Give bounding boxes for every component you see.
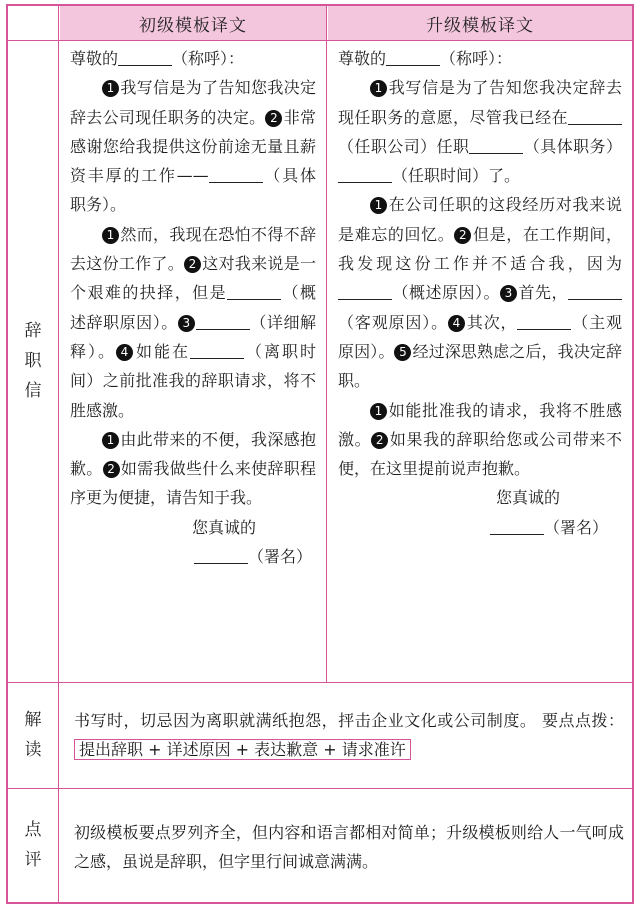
sentence: 如需我做些什么来使辞职程序更为便捷，请告知于我。	[70, 459, 316, 508]
column-divider	[326, 6, 327, 682]
number-badge: 1	[370, 80, 387, 97]
label-comment-2: 评	[24, 850, 42, 870]
comment-text	[74, 818, 624, 876]
number-badge: 1	[102, 227, 119, 244]
sentence: （任职公司）任职	[338, 136, 470, 156]
blank-line	[196, 313, 250, 330]
number-badge: 2	[454, 227, 471, 244]
sentence: 其次，	[465, 312, 518, 332]
sentence: （具体职务）	[523, 136, 622, 156]
sentence: 但是，在工作期间，我发现这份工作并不适合我，因为	[338, 224, 622, 274]
sentence: 经过深思熟虑之后，我决定辞职。	[338, 341, 622, 391]
sentence: （具体职务）。	[70, 166, 316, 215]
advanced-letter	[338, 44, 622, 542]
blank-line	[517, 313, 571, 330]
salutation-label: 尊敬的	[70, 49, 119, 68]
advanced-paragraph-3	[338, 396, 622, 484]
label-comment-1: 点	[24, 820, 42, 840]
comment-paragraph: 初级模板要点罗列齐全，但内容和语言都相对简单；升级模板则给人一气呵成之感，虽说是辞职，但字里行间诚意满满。	[74, 823, 624, 871]
sentence: （概述辞职原因）。	[70, 283, 316, 332]
advanced-paragraph-1	[338, 73, 622, 190]
key-points-box: 提出辞职 + 详述原因 + 表达歉意 + 请求准许	[74, 739, 411, 760]
sentence: 非常感谢您给我提供这份前途无量且薪资丰厚的工作——	[70, 107, 316, 186]
number-badge: 2	[103, 461, 120, 478]
advanced-salutation	[338, 44, 622, 73]
basic-paragraph-1	[70, 73, 316, 219]
sentence: 如果我的辞职给您或公司带来不便，在这里提前说声抱歉。	[338, 429, 622, 479]
blank-line	[227, 283, 281, 300]
number-badge: 3	[500, 285, 517, 302]
number-badge: 1	[102, 432, 119, 449]
sentence: （详细解释）。	[70, 312, 316, 361]
salutation-suffix: （称呼）：	[440, 49, 513, 68]
sentence: 然而，我现在恐怕不得不辞去这份工作了。	[70, 224, 316, 274]
sentence: 这对我来说是一个艰难的抉择，但是	[70, 254, 316, 303]
sentence: 首先，	[517, 283, 568, 303]
sentence: 由此带来的不便，我深感抱歉。	[70, 429, 316, 479]
number-badge: 2	[371, 432, 388, 449]
basic-salutation	[70, 44, 316, 73]
advanced-signature	[338, 513, 622, 542]
row-divider-1	[8, 682, 632, 683]
number-badge: 2	[184, 256, 201, 273]
advanced-closing: 您真诚的	[495, 488, 560, 508]
basic-paragraph-3	[70, 425, 316, 513]
basic-closing: 您真诚的	[191, 517, 256, 537]
number-badge: 3	[178, 315, 195, 332]
sentence: （概述原因）。	[392, 283, 500, 303]
blank-line	[194, 547, 248, 564]
label-column-divider	[58, 6, 59, 902]
number-badge: 1	[370, 197, 387, 214]
basic-signature	[70, 542, 316, 571]
header-basic: 初级模板译文	[60, 6, 326, 40]
advanced-paragraph-2	[338, 190, 622, 395]
blank-line	[469, 137, 523, 154]
label-letter-2: 职	[24, 351, 42, 371]
interpret-paragraph	[74, 706, 624, 764]
blank-line	[338, 166, 392, 183]
number-badge: 1	[370, 403, 387, 420]
blank-line	[209, 166, 263, 183]
label-letter-3: 信	[24, 381, 42, 401]
sentence: 我写信是为了告知您我决定辞去公司现任职务的决定。	[70, 78, 316, 127]
number-badge: 4	[448, 315, 465, 332]
label-interpret	[8, 682, 58, 788]
template-table	[6, 4, 634, 904]
blank-line	[490, 518, 544, 535]
signature-label: （署名）	[247, 547, 312, 567]
label-comment	[8, 788, 58, 902]
sentence: 如能在	[134, 341, 190, 361]
number-badge: 2	[265, 110, 282, 127]
blank-line	[118, 49, 172, 66]
number-badge: 5	[394, 344, 411, 361]
header-advanced: 升级模板译文	[328, 6, 632, 40]
row-divider-2	[8, 788, 632, 789]
signature-label: （署名）	[543, 517, 608, 537]
salutation-label: 尊敬的	[338, 49, 387, 68]
blank-line	[338, 283, 392, 300]
header-divider	[8, 40, 632, 41]
sentence: （主观原因）。	[338, 312, 622, 361]
blank-line	[386, 49, 440, 66]
sentence: 在公司任职的这段经历对我来说是难忘的回忆。	[338, 195, 622, 244]
basic-paragraph-2	[70, 220, 316, 425]
sentence: 如能批准我的请求，我将不胜感激。	[338, 400, 622, 449]
interpret-body: 书写时，切忌因为离职就满纸抱怨，抨击企业文化或公司制度。 要点点拨：	[74, 711, 624, 730]
label-letter	[8, 40, 58, 682]
sentence: （离职时间）之前批准我的辞职请求，将不胜感激。	[70, 341, 316, 420]
sentence: （任职时间）了。	[392, 166, 521, 186]
label-interpret-2: 读	[24, 740, 42, 760]
blank-line	[568, 108, 622, 125]
number-badge: 4	[116, 344, 133, 361]
sentence: （客观原因）。	[338, 312, 448, 332]
blank-line	[190, 342, 244, 359]
label-interpret-1: 解	[24, 710, 42, 730]
sentence: 我写信是为了告知您我决定辞去现任职务的意愿，尽管我已经在	[338, 78, 622, 127]
blank-line	[568, 283, 622, 300]
interpret-text	[74, 706, 624, 764]
basic-letter	[70, 44, 316, 571]
number-badge: 1	[102, 80, 119, 97]
label-letter-1: 辞	[24, 321, 42, 341]
salutation-suffix: （称呼）：	[172, 49, 245, 68]
